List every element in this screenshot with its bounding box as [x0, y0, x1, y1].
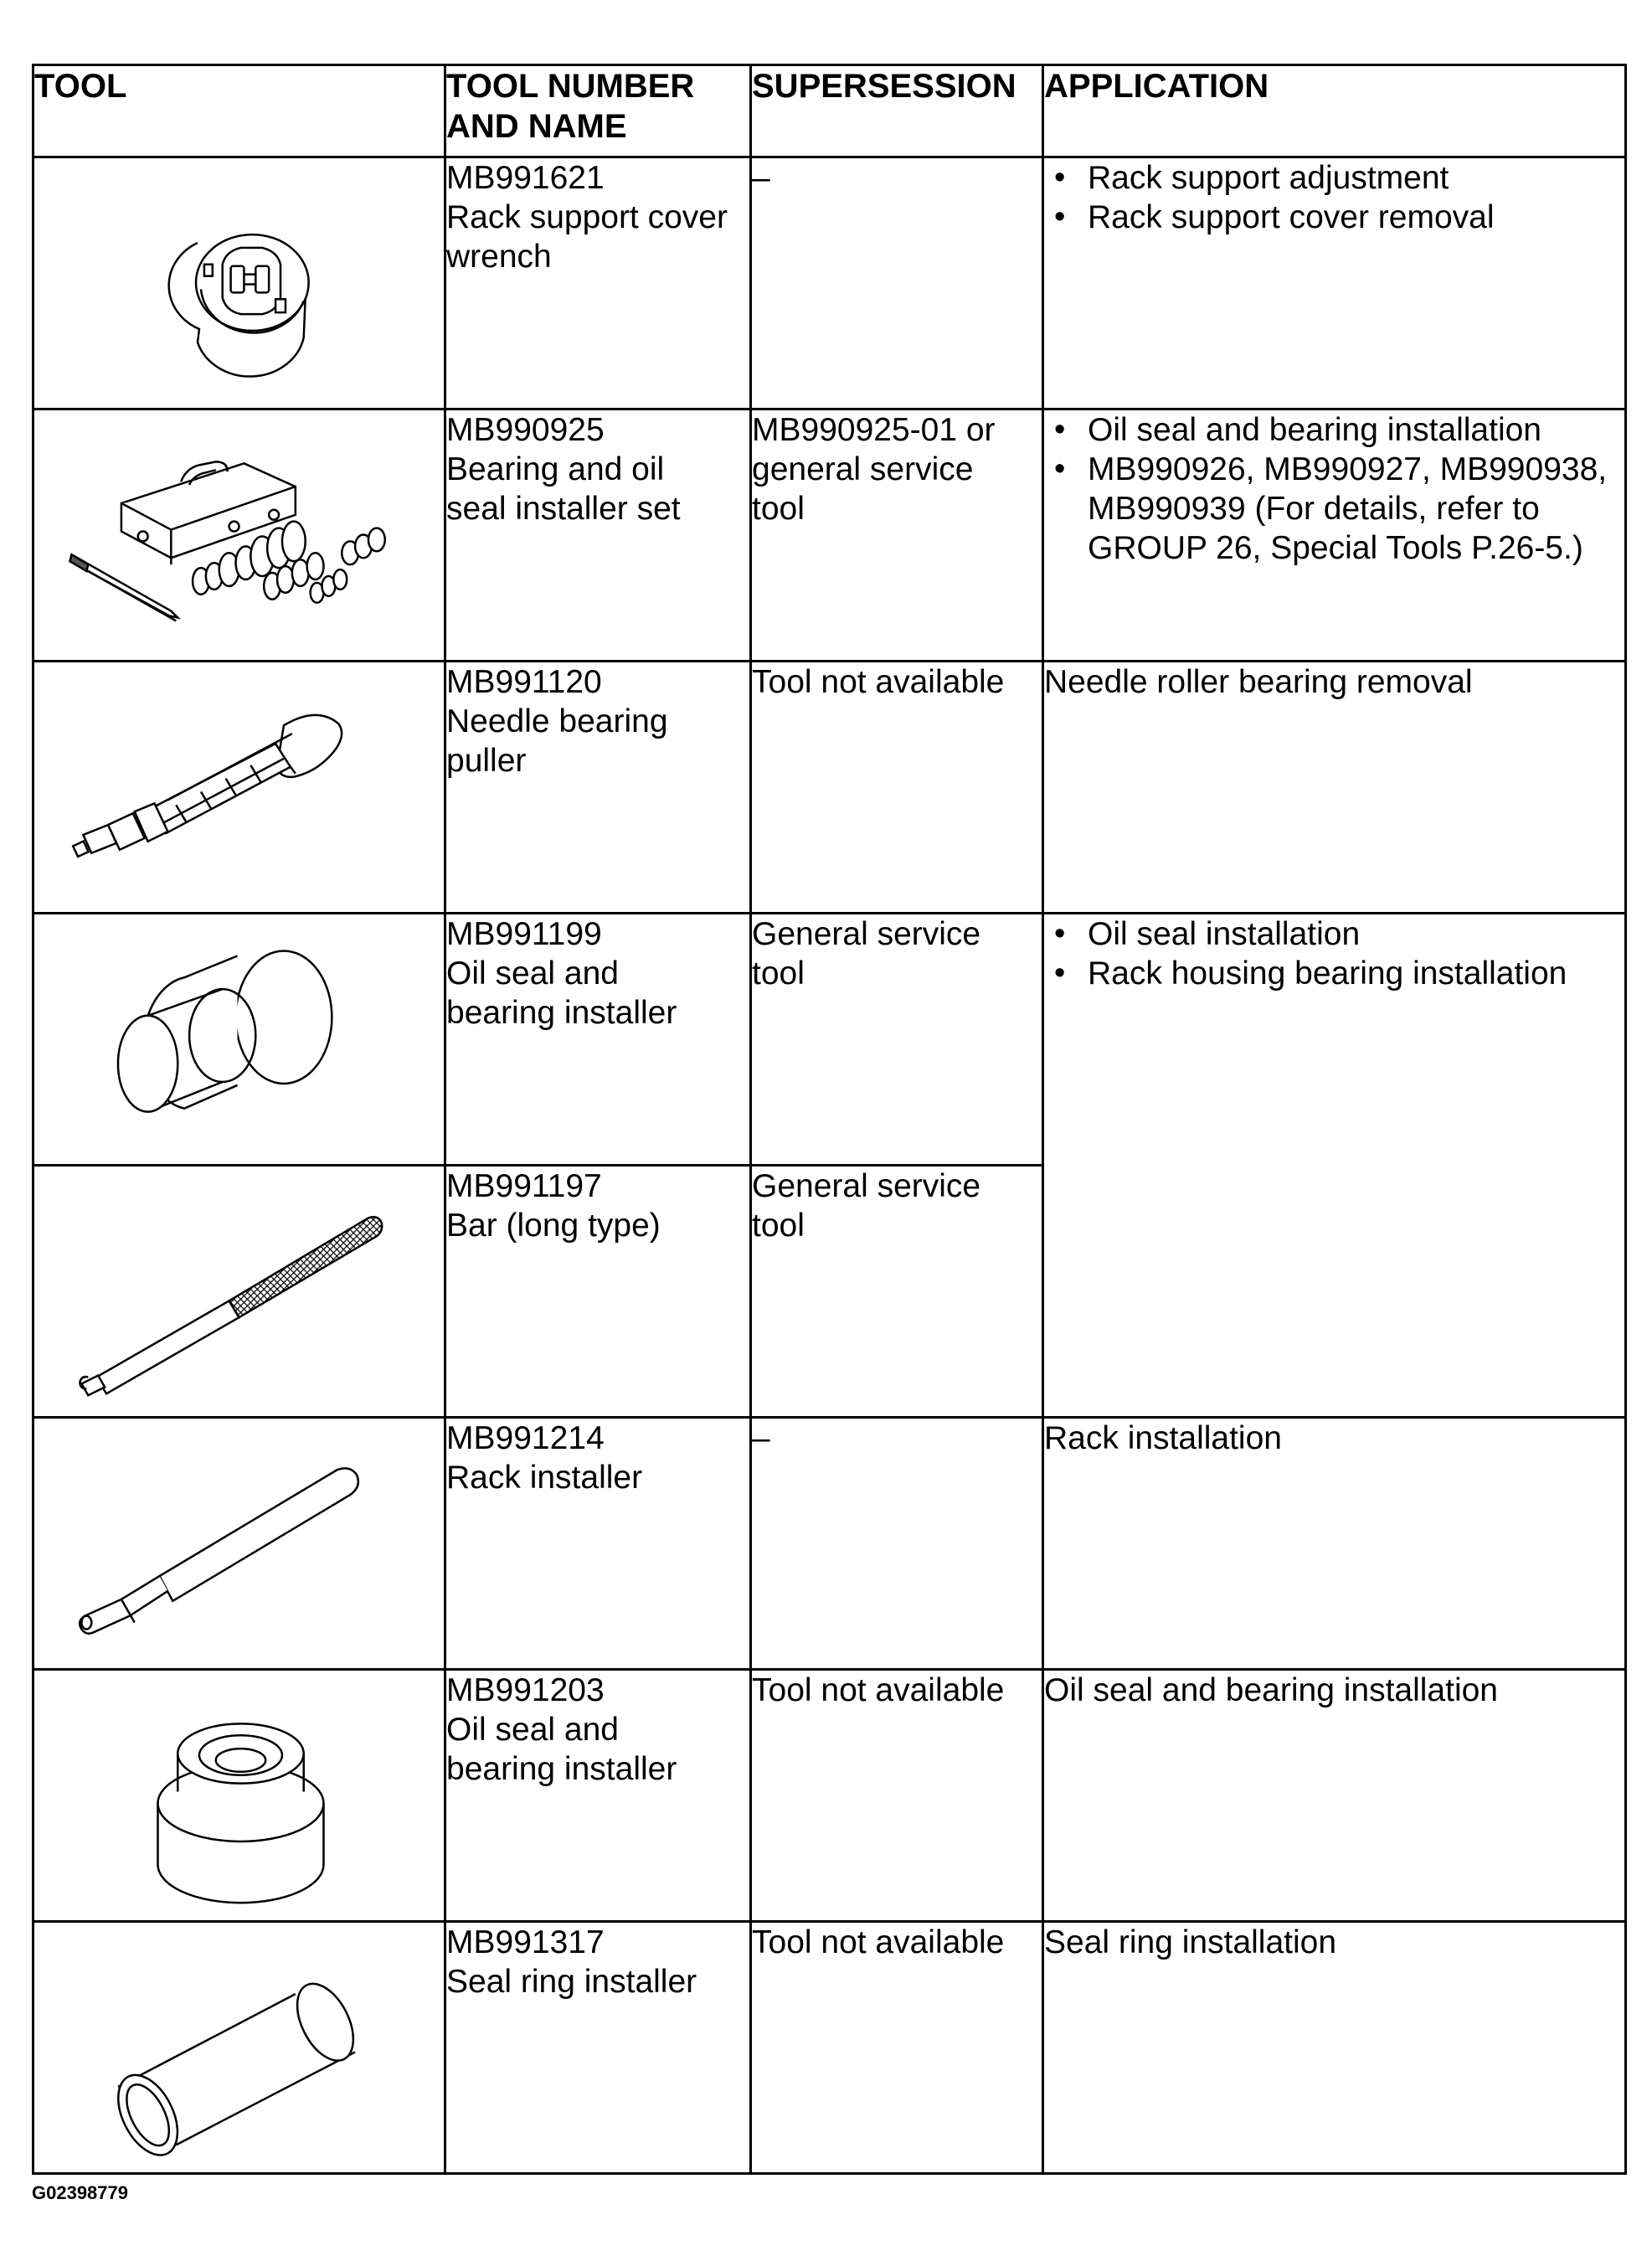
supersession-cell [751, 914, 1043, 1166]
table-row [33, 1922, 1626, 2174]
header-supersession: SUPERSESSION [751, 65, 1043, 157]
wrench-icon [34, 158, 444, 408]
application-cell [1043, 157, 1626, 409]
table-row [33, 1670, 1626, 1922]
supersession-text: Tool not available [752, 664, 1005, 700]
tool-number-cell [445, 409, 751, 662]
application-bullet: • MB990926, MB990927, MB990938, MB990939 (For details, refer to GROUP 26, Special Tools P.26-5.) [1044, 450, 1624, 568]
tool-image-cell [33, 1922, 445, 2174]
application-bullet: • Oil seal and bearing installation [1044, 410, 1624, 450]
application-cell [1043, 914, 1626, 1418]
table-row [33, 1418, 1626, 1670]
tool-image-cell [33, 914, 445, 1166]
table-row [33, 914, 1626, 1166]
application-text: Needle roller bearing removal [1044, 664, 1473, 700]
tool-number-cell [445, 1922, 751, 2174]
tool-name-line: seal installer set [446, 491, 681, 527]
supersession-cell [751, 1166, 1043, 1418]
tool-name-line: Rack installer [446, 1460, 643, 1496]
application-text: Oil seal and bearing installation [1044, 1672, 1499, 1708]
puller-icon [34, 662, 444, 912]
tool-name-line: Bar (long type) [446, 1208, 661, 1244]
tool-image-cell [33, 1670, 445, 1922]
header-row [33, 65, 1626, 157]
application-bullet: • Rack support cover removal [1044, 198, 1624, 237]
supersession-text: Tool not available [752, 1672, 1005, 1708]
installer-icon [34, 914, 444, 1164]
tool-number: MB990925 [446, 412, 605, 448]
tool-number: MB991197 [446, 1168, 602, 1204]
tool-name-line: Oil seal and [446, 955, 619, 992]
supersession-cell [751, 1670, 1043, 1922]
supersession-cell [751, 1418, 1043, 1670]
tool-number: MB991199 [446, 916, 602, 952]
supersession-cell [751, 1922, 1043, 2174]
ring-installer-icon [34, 1671, 444, 1920]
tool-name-line: Bearing and oil [446, 451, 665, 487]
tool-number: MB991621 [446, 160, 605, 196]
tool-image-cell [33, 1166, 445, 1418]
tool-name-line: Rack support cover [446, 199, 728, 235]
application-cell [1043, 409, 1626, 662]
tool-number: MB991317 [446, 1924, 605, 1960]
application-cell [1043, 662, 1626, 914]
supersession-text: tool [752, 491, 805, 527]
rack-installer-icon [34, 1419, 444, 1668]
header-tool-number [445, 65, 751, 157]
tool-number: MB991203 [446, 1672, 605, 1708]
tool-image-cell [33, 1418, 445, 1670]
application-list [1044, 410, 1624, 568]
application-list [1044, 158, 1624, 237]
header-tool-number-line2: AND NAME [446, 108, 627, 145]
supersession-cell [751, 157, 1043, 409]
application-bullet: • Oil seal installation [1044, 914, 1624, 954]
supersession-text: tool [752, 955, 805, 992]
tool-name-line: Seal ring installer [446, 1964, 697, 2000]
tool-image-cell [33, 157, 445, 409]
tool-name-line: Needle bearing [446, 703, 668, 739]
tool-name-line: bearing installer [446, 995, 677, 1031]
table-row [33, 157, 1626, 409]
tool-number-cell [445, 662, 751, 914]
supersession-text: General service [752, 916, 981, 952]
application-text: Seal ring installation [1044, 1924, 1337, 1960]
special-tools-table [32, 64, 1627, 2175]
supersession-text: General service [752, 1168, 981, 1204]
table-row [33, 409, 1626, 662]
bar-icon [34, 1167, 444, 1416]
tool-image-cell [33, 662, 445, 914]
application-cell [1043, 1922, 1626, 2174]
supersession-cell [751, 409, 1043, 662]
tool-name-line: wrench [446, 239, 552, 275]
table-row [33, 662, 1626, 914]
tool-number-cell [445, 914, 751, 1166]
application-bullet: • Rack support adjustment [1044, 158, 1624, 198]
application-cell [1043, 1418, 1626, 1670]
tool-number: MB991214 [446, 1420, 605, 1456]
supersession-text: – [752, 1420, 770, 1456]
application-text: Rack installation [1044, 1420, 1282, 1456]
tool-name-line: bearing installer [446, 1751, 677, 1787]
application-list [1044, 914, 1624, 993]
header-tool: TOOL [33, 65, 445, 157]
supersession-text: MB990925-01 or [752, 412, 996, 448]
supersession-text: general service [752, 451, 974, 487]
tool-number: MB991120 [446, 664, 602, 700]
supersession-cell [751, 662, 1043, 914]
supersession-text: Tool not available [752, 1924, 1005, 1960]
tool-name-line: Oil seal and [446, 1712, 619, 1748]
tool-number-cell [445, 1670, 751, 1922]
application-cell [1043, 1670, 1626, 1922]
tool-name-line: puller [446, 743, 527, 779]
supersession-text: – [752, 160, 770, 196]
tool-image-cell [33, 409, 445, 662]
installer-set-icon [34, 410, 444, 660]
header-application: APPLICATION [1043, 65, 1626, 157]
tool-number-cell [445, 1418, 751, 1670]
figure-id: G02398779 [32, 2182, 128, 2203]
tool-number-cell [445, 157, 751, 409]
supersession-text: tool [752, 1208, 805, 1244]
sleeve-icon [34, 1923, 444, 2172]
tool-number-cell [445, 1166, 751, 1418]
header-tool-number-line1: TOOL NUMBER [446, 68, 695, 105]
application-bullet: • Rack housing bearing installation [1044, 954, 1624, 993]
